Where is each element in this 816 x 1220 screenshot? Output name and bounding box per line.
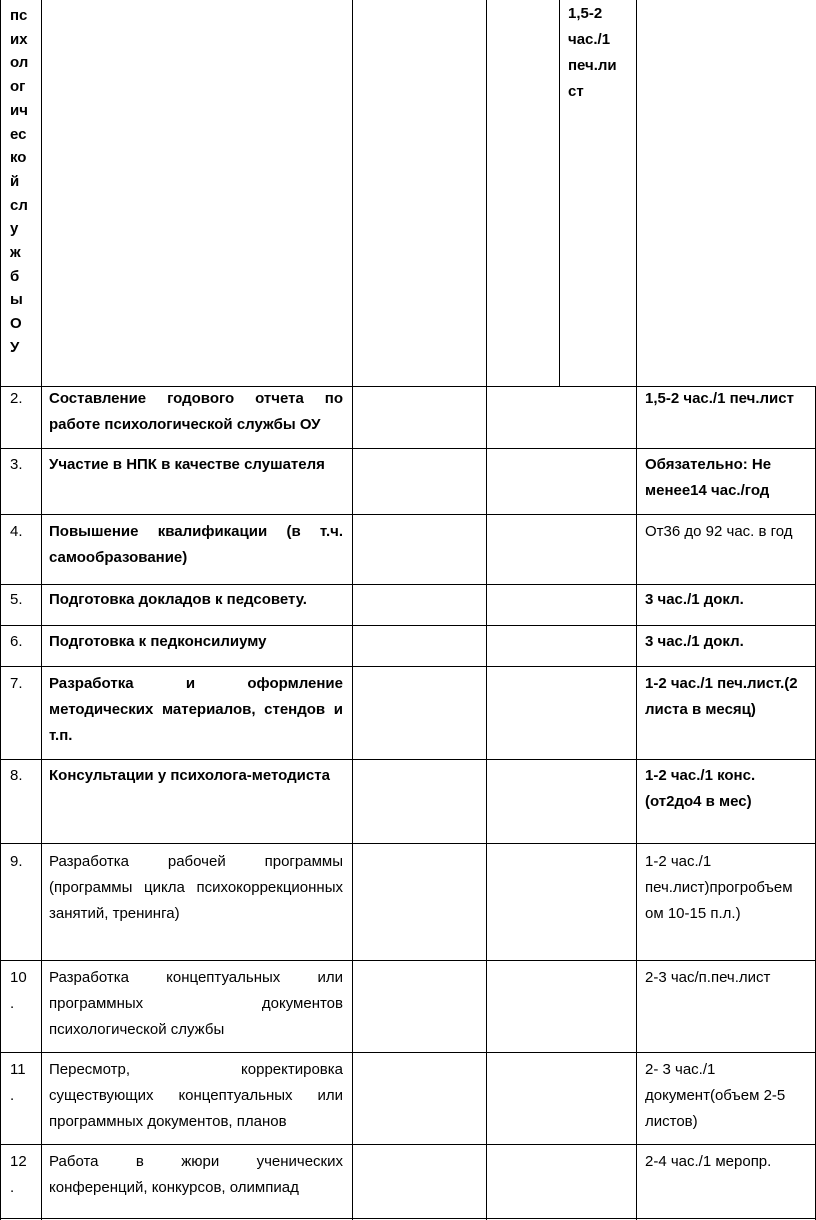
row-norm: От36 до 92 час. в год: [645, 523, 793, 540]
vertical-letter: й: [10, 172, 20, 190]
row-number: [10, 1057, 26, 1109]
row-norm: 2-3 час/п.печ.лист: [645, 969, 771, 986]
row-norm: 3 час./1 докл.: [645, 591, 744, 608]
vertical-letter: ес: [10, 125, 27, 143]
row-norm: 1-2 час./1 конс.(от2до4 в мес): [645, 767, 756, 810]
vertical-letter: их: [10, 30, 28, 48]
table-border: [0, 1144, 816, 1145]
table-border: [0, 625, 816, 626]
row-number: 9.: [10, 853, 23, 870]
vertical-letter: ол: [10, 54, 29, 72]
row-text: Пересмотр, корректировка существующих концептуальных или программных документов, планов: [49, 1061, 343, 1130]
row-number-line: 10: [10, 969, 27, 986]
norm-line: ст: [568, 83, 584, 100]
table-border: [0, 666, 816, 667]
row-text: Подготовка к педконсилиуму: [49, 633, 267, 650]
row-norm: 3 час./1 докл.: [645, 633, 744, 650]
table-border: [0, 514, 816, 515]
vertical-letter: ж: [10, 244, 21, 262]
row-text: Подготовка докладов к педсовету.: [49, 591, 307, 608]
norm-line: 1,5-2: [568, 5, 603, 22]
row-number: [10, 1149, 27, 1201]
table-border: [636, 0, 637, 1220]
vertical-letter: б: [10, 267, 20, 285]
row-number: 3.: [10, 456, 23, 473]
vertical-letter: сл: [10, 196, 28, 214]
table-border: [0, 960, 816, 961]
row-text: Работа в жюри ученических конференций, конкурсов, олимпиад: [49, 1153, 343, 1196]
norm-line: печ.ли: [568, 57, 617, 74]
vertical-letter: О: [10, 315, 22, 333]
row-number: 7.: [10, 675, 23, 692]
norm-line: час./1: [568, 31, 611, 48]
first-row-norm: [568, 1, 632, 105]
row-norm: 1,5-2 час./1 печ.лист: [645, 390, 794, 407]
row-number-line: .: [10, 1087, 15, 1104]
row-number: 2.: [10, 390, 23, 407]
table-border: [0, 843, 816, 844]
vertical-letter: ич: [10, 101, 28, 119]
row-text: Составление годового отчета по работе психологической службы ОУ: [49, 390, 343, 433]
row-number: [10, 965, 27, 1017]
vertical-letter: У: [10, 338, 20, 356]
row-text: Разработка и оформление методических материалов, стендов и т.п.: [49, 675, 343, 744]
table-border: [0, 1218, 816, 1219]
vertical-letter: ог: [10, 78, 26, 96]
table-border: [486, 0, 487, 1220]
vertical-letter: ко: [10, 149, 27, 167]
row-number: 6.: [10, 633, 23, 650]
table-border: [352, 0, 353, 1220]
table-border: [0, 759, 816, 760]
table-border: [0, 1052, 816, 1053]
table-border: [559, 0, 560, 386]
row-text: Консультации у психолога-методиста: [49, 767, 330, 784]
row-number-line: 11: [10, 1061, 26, 1078]
table-border: [0, 584, 816, 585]
row-norm: 2- 3 час./1 документ(объем 2-5 листов): [645, 1061, 786, 1130]
row-norm: 1-2 час./1 печ.лист.(2 листа в месяц): [645, 675, 798, 718]
row-text: Участие в НПК в качестве слушателя: [49, 456, 325, 473]
row-number-line: .: [10, 1179, 15, 1196]
row-number: 8.: [10, 767, 23, 784]
row-number-line: 12: [10, 1153, 27, 1170]
row-number: 4.: [10, 523, 23, 540]
vertical-letter: пс: [10, 7, 28, 24]
vertical-letter: у: [10, 220, 19, 238]
row-text: Разработка концептуальных или программных документов психологической службы: [49, 969, 343, 1038]
row-text: Повышение квалификации (в т.ч. самообразование): [49, 523, 343, 566]
row-norm: 2-4 час./1 меропр.: [645, 1153, 772, 1170]
row-text: Разработка рабочей программы (программы цикла психокоррекционных занятий, тренинга): [49, 853, 343, 922]
table-border: [41, 0, 42, 1220]
first-row-vertical-text: [10, 4, 36, 360]
row-norm: 1-2 час./1 печ.лист)прогробъем ом 10-15 п.л.): [645, 853, 793, 922]
row-norm: Обязательно: Не менее14 час./год: [645, 456, 772, 499]
row-number: 5.: [10, 591, 23, 608]
table-border: [0, 0, 1, 1220]
row-number-line: .: [10, 995, 15, 1012]
table-border: [0, 448, 816, 449]
vertical-letter: ы: [10, 291, 23, 309]
